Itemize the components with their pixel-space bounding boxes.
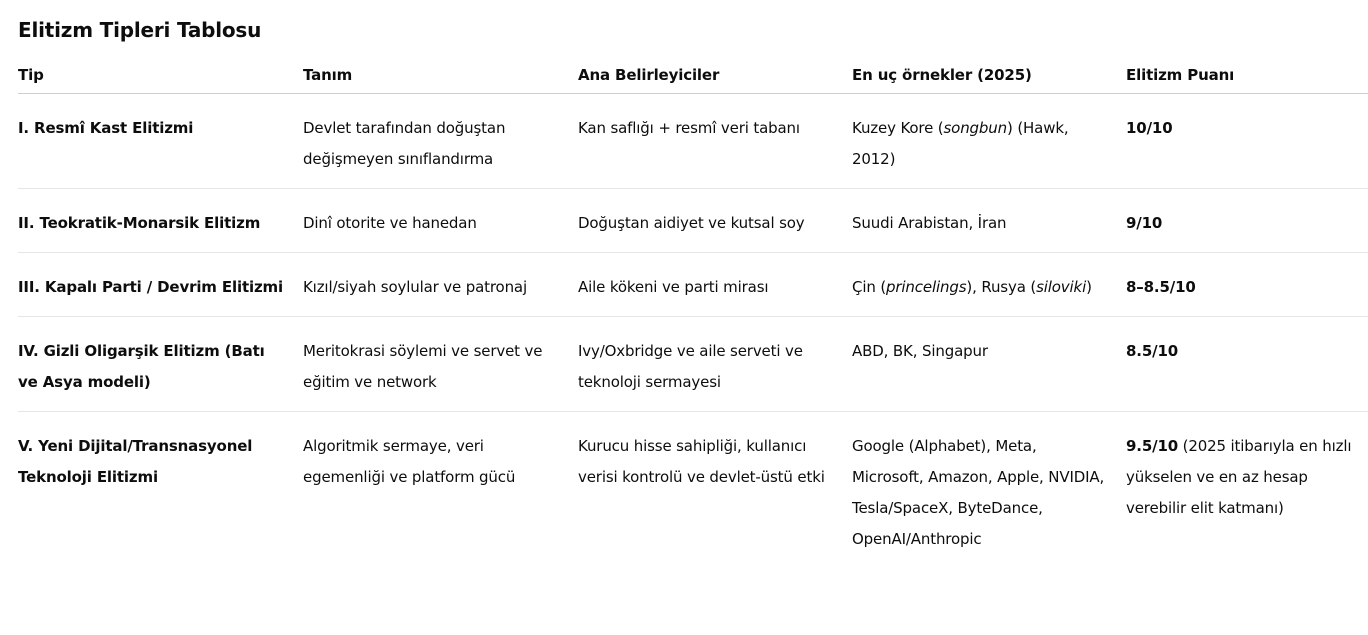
ornek-text: ) [1086, 278, 1092, 296]
cell-tip: II. Teokratik-Monarsik Elitizm [18, 189, 303, 253]
ornek-text: Suudi Arabistan, İran [852, 214, 1007, 232]
column-header-ornekler: En uç örnekler (2025) [852, 57, 1126, 94]
table-row [18, 94, 1368, 189]
cell-tanim: Kızıl/siyah soylular ve patronaj [303, 253, 578, 317]
cell-ornekler [852, 412, 1126, 556]
score-value: 8.5/10 [1126, 342, 1179, 360]
cell-tanim: Algoritmik sermaye, veri egemenliği ve platform gücü [303, 437, 516, 486]
cell-puan [1126, 412, 1368, 556]
cell-puan [1126, 317, 1368, 412]
score-value: 9/10 [1126, 214, 1163, 232]
header-row [18, 57, 1368, 94]
score-note: (2025 itibarıyla en hızlı yükselen ve en az hesap verebilir elit katmanı) [1126, 437, 1352, 517]
cell-ornekler [852, 317, 1126, 412]
elitism-types-table [18, 57, 1368, 555]
ornek-text: Çin ( [852, 278, 887, 296]
cell-belirleyiciler: Ivy/Oxbridge ve aile serveti ve teknoloji sermayesi [578, 317, 852, 412]
cell-tip: IV. Gizli Oligarşik Elitizm (Batı ve Asya modeli) [18, 317, 303, 412]
ornek-italic-term: siloviki [1036, 278, 1087, 296]
table-row [18, 317, 1368, 412]
cell-tanim: Devlet tarafından doğuştan değişmeyen sınıflandırma [303, 94, 578, 189]
cell-puan [1126, 253, 1368, 317]
ornek-text: ), Rusya ( [966, 278, 1037, 296]
ornek-text: Google (Alphabet), Meta, Microsoft, Amazon, Apple, NVIDIA, Tesla/SpaceX, ByteDance, OpenAI/Anthropic [852, 437, 1105, 548]
table-row [18, 412, 1368, 556]
ornek-text: Kuzey Kore ( [852, 119, 944, 137]
score-value: 9.5/10 [1126, 437, 1179, 455]
table-row [18, 189, 1368, 253]
cell-puan [1126, 189, 1368, 253]
cell-tanim: Meritokrasi söylemi ve servet ve eğitim ve network [303, 317, 578, 412]
cell-puan [1126, 94, 1368, 189]
page-title: Elitizm Tipleri Tablosu [18, 18, 262, 42]
cell-belirleyiciler: Aile kökeni ve parti mirası [578, 253, 852, 317]
cell-ornekler [852, 189, 1126, 253]
cell-tip: III. Kapalı Parti / Devrim Elitizmi [18, 253, 303, 317]
column-header-puan: Elitizm Puanı [1126, 57, 1368, 94]
table-header [18, 57, 1368, 94]
cell-ornekler [852, 253, 1126, 317]
table-row [18, 253, 1368, 317]
ornek-text: ) (Hawk, 2012) [852, 119, 1069, 168]
cell-belirleyiciler: Kan saflığı + resmî veri tabanı [578, 94, 852, 189]
cell-tip: V. Yeni Dijital/Transnasyonel Teknoloji Elitizmi [18, 437, 253, 486]
ornek-italic-term: songbun [943, 119, 1008, 137]
score-value: 10/10 [1126, 119, 1173, 137]
cell-belirleyiciler: Kurucu hisse sahipliği, kullanıcı verisi kontrolü ve devlet-üstü etki [578, 437, 825, 486]
column-header-tip: Tip [18, 57, 303, 94]
score-value: 8–8.5/10 [1126, 278, 1196, 296]
cell-tanim: Dinî otorite ve hanedan [303, 189, 578, 253]
ornek-text: ABD, BK, Singapur [852, 342, 988, 360]
ornek-italic-term: princelings [886, 278, 967, 296]
cell-belirleyiciler: Doğuştan aidiyet ve kutsal soy [578, 189, 852, 253]
column-header-belirleyiciler: Ana Belirleyiciler [578, 57, 852, 94]
cell-ornekler [852, 94, 1126, 189]
cell-tip: I. Resmî Kast Elitizmi [18, 94, 303, 189]
table-body [18, 94, 1368, 556]
column-header-tanim: Tanım [303, 57, 578, 94]
